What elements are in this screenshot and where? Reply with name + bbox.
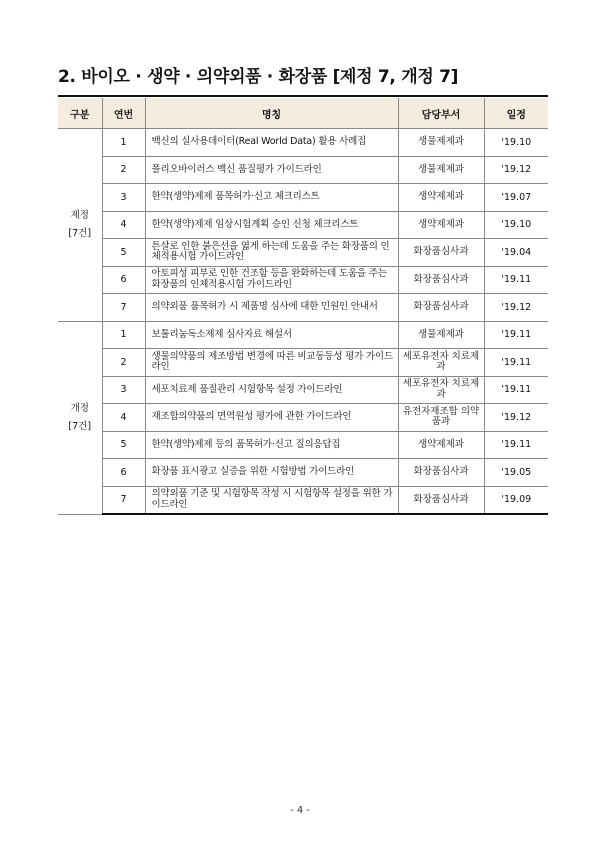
row-dept: 화장품심사과 (398, 486, 484, 514)
row-number: 3 (102, 376, 145, 404)
page-number: - 4 - (290, 805, 310, 816)
table-body (58, 129, 548, 515)
row-name: 한약(생약)제제 품목허가·신고 체크리스트 (145, 184, 398, 212)
table-row (58, 486, 548, 514)
row-name: 백신의 실사용데이터(Real World Data) 활용 사례집 (145, 129, 398, 157)
row-date: '19.10 (484, 211, 548, 239)
row-name: 화장품 표시광고 실증을 위한 시험방법 가이드라인 (145, 459, 398, 487)
row-number: 7 (102, 294, 145, 322)
row-number: 1 (102, 129, 145, 157)
row-name: 아토피성 피부로 인한 건조함 등을 완화하는데 도움을 주는 화장품의 인체적용시험 가이드라인 (145, 266, 398, 294)
row-number: 5 (102, 431, 145, 459)
row-number: 5 (102, 239, 145, 267)
header-no: 연번 (102, 98, 145, 129)
row-dept: 화장품심사과 (398, 266, 484, 294)
table-row (58, 321, 548, 349)
row-dept: 화장품심사과 (398, 239, 484, 267)
group-count: [7건] (68, 227, 92, 239)
group-count: [7건] (68, 420, 92, 432)
row-number: 6 (102, 459, 145, 487)
table-row (58, 431, 548, 459)
row-date: '19.07 (484, 184, 548, 212)
header-dept: 담당부서 (398, 98, 484, 129)
row-number: 4 (102, 211, 145, 239)
row-name: 세포치료제 품질관리 시험항목 설정 가이드라인 (145, 376, 398, 404)
table-header-row (58, 98, 548, 129)
group-cell (58, 129, 102, 322)
header-date: 일정 (484, 98, 548, 129)
row-number: 4 (102, 404, 145, 432)
row-number: 6 (102, 266, 145, 294)
row-dept: 유전자재조합 의약품과 (398, 404, 484, 432)
group-label: 제정 (70, 209, 89, 221)
table-row (58, 376, 548, 404)
table-row (58, 294, 548, 322)
row-dept: 생물제제과 (398, 321, 484, 349)
row-dept: 생약제제과 (398, 211, 484, 239)
table-row (58, 459, 548, 487)
row-dept: 생물제제과 (398, 156, 484, 184)
row-number: 3 (102, 184, 145, 212)
table-row (58, 129, 548, 157)
row-date: '19.11 (484, 431, 548, 459)
row-date: '19.12 (484, 404, 548, 432)
row-name: 의약외품 품목허가 시 제품명 심사에 대한 민원인 안내서 (145, 294, 398, 322)
row-date: '19.09 (484, 486, 548, 514)
row-date: '19.10 (484, 129, 548, 157)
row-number: 1 (102, 321, 145, 349)
header-name: 명칭 (145, 98, 398, 129)
table-row (58, 239, 548, 267)
header-category: 구분 (58, 98, 102, 129)
row-date: '19.11 (484, 321, 548, 349)
row-dept: 세포유전자 치료제과 (398, 376, 484, 404)
row-date: '19.05 (484, 459, 548, 487)
row-name: 보툴리눔독소제제 심사자료 해설서 (145, 321, 398, 349)
group-cell (58, 321, 102, 514)
row-date: '19.04 (484, 239, 548, 267)
table-row (58, 404, 548, 432)
table-row (58, 266, 548, 294)
row-dept: 화장품심사과 (398, 294, 484, 322)
row-number: 7 (102, 486, 145, 514)
row-dept: 화장품심사과 (398, 459, 484, 487)
table-row (58, 156, 548, 184)
row-name: 재조합의약품의 면역원성 평가에 관한 가이드라인 (145, 404, 398, 432)
row-name: 튼살로 인한 붉은선을 엷게 하는데 도움을 주는 화장품의 인체적용시험 가이드라인 (145, 239, 398, 267)
row-date: '19.12 (484, 156, 548, 184)
row-name: 폴리오바이러스 백신 품질평가 가이드라인 (145, 156, 398, 184)
row-dept: 생약제제과 (398, 184, 484, 212)
row-number: 2 (102, 156, 145, 184)
guideline-table (58, 98, 548, 515)
section-title: 2. 바이오 · 생약 · 의약외품 · 화장품 [제정 7, 개정 7] (58, 67, 459, 87)
row-dept: 생물제제과 (398, 129, 484, 157)
table-row (58, 184, 548, 212)
row-dept: 세포유전자 치료제과 (398, 349, 484, 377)
row-date: '19.11 (484, 266, 548, 294)
row-name: 한약(생약)제제 임상시험계획 승인 신청 체크리스트 (145, 211, 398, 239)
row-number: 2 (102, 349, 145, 377)
row-name: 한약(생약)제제 등의 품목허가·신고 질의응답집 (145, 431, 398, 459)
row-name: 의약외품 기준 및 시험항목 작성 시 시험항목 설정을 위한 가이드라인 (145, 486, 398, 514)
table-row (58, 349, 548, 377)
row-date: '19.11 (484, 376, 548, 404)
row-date: '19.12 (484, 294, 548, 322)
group-label: 개정 (70, 402, 89, 414)
row-date: '19.11 (484, 349, 548, 377)
table-row (58, 211, 548, 239)
title-rule (58, 95, 548, 97)
row-name: 생물의약품의 제조방법 변경에 따른 비교동등성 평가 가이드라인 (145, 349, 398, 377)
row-dept: 생약제제과 (398, 431, 484, 459)
